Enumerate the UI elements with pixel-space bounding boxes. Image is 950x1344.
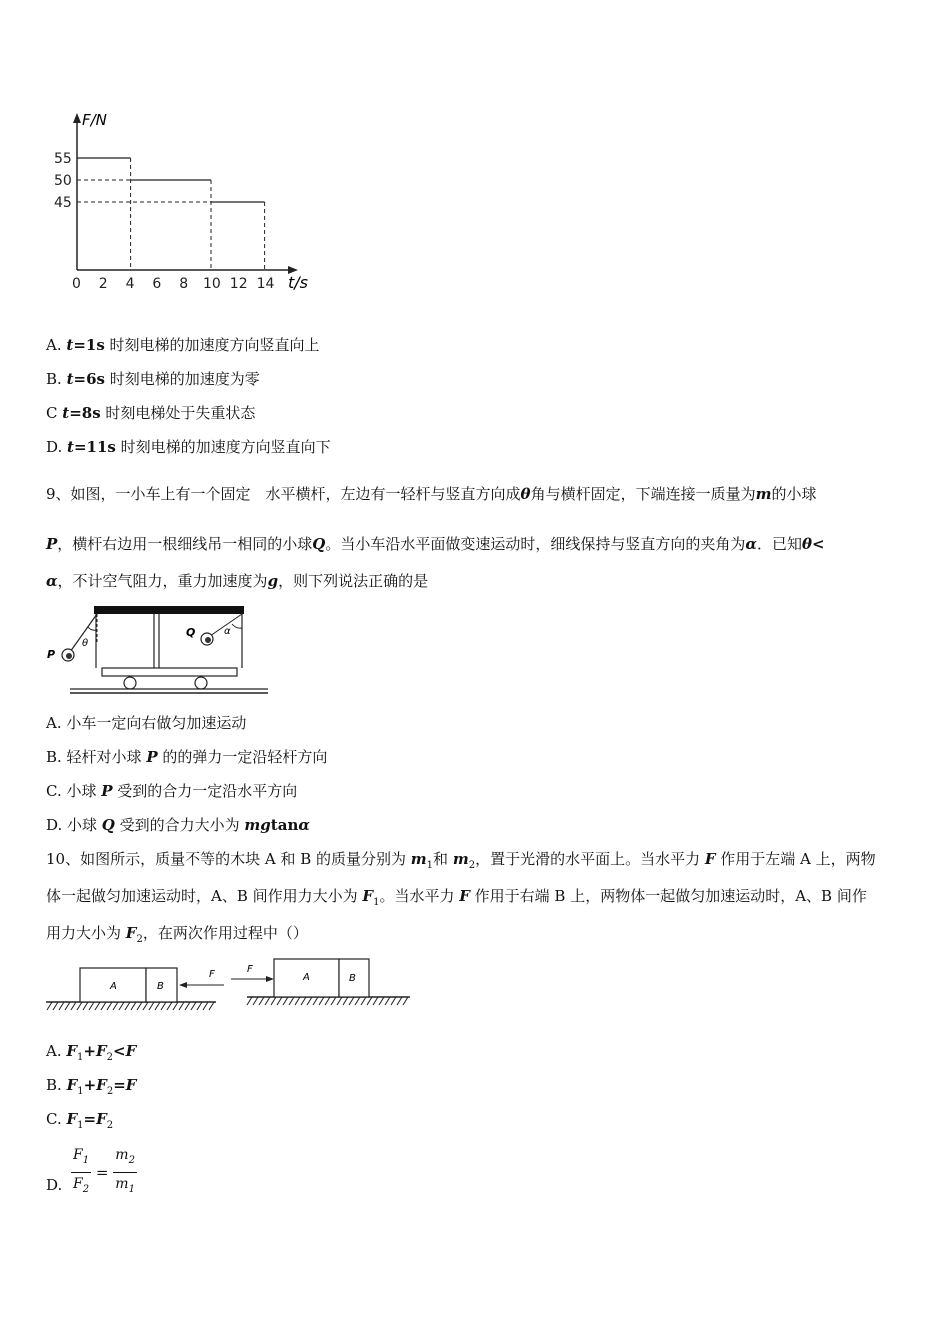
ground-hatch [137, 1002, 142, 1010]
var-F: F [95, 1042, 107, 1060]
label-A-left: A [110, 981, 117, 992]
numerator [113, 1144, 137, 1173]
plus: + [83, 1042, 96, 1060]
text: 和 [433, 850, 453, 868]
ground-hatch [185, 1002, 190, 1010]
q10-option-b[interactable] [46, 1075, 136, 1102]
label-F-left: F [209, 969, 215, 980]
ground-hatch [343, 997, 348, 1005]
ground-hatch [101, 1002, 106, 1010]
ground-hatch [247, 997, 252, 1005]
var-F: F [704, 850, 716, 868]
force-arrowhead-left [179, 982, 187, 988]
q10-stem-line1 [46, 849, 876, 876]
text: 作用于右端 B 上，两物体一起做匀加速运动时，A、B 间作 [469, 887, 867, 905]
ground-hatch [173, 1002, 178, 1010]
var-t: t [66, 370, 74, 388]
y-axis-arrow [73, 113, 81, 123]
equals: = [95, 1163, 109, 1182]
ground-hatch [331, 997, 336, 1005]
var-g: g [267, 572, 279, 590]
q9-stem-line3 [46, 571, 428, 591]
plus: + [83, 1076, 97, 1094]
option-label: A. [46, 336, 67, 354]
subscript: 1 [128, 1183, 135, 1195]
text: 角与横杆固定，下端连接一质量为 [530, 485, 756, 503]
ground-hatch [319, 997, 324, 1005]
var-m: m [755, 485, 772, 503]
ground-hatch [289, 997, 294, 1005]
q9-option-b[interactable] [46, 747, 327, 767]
ground-hatch [113, 1002, 118, 1010]
q8-option-a[interactable] [46, 335, 320, 355]
text: 体一起做匀加速运动时，A、B 间作用力大小为 [46, 887, 363, 905]
x-tick-label: 14 [256, 276, 275, 292]
x-tick-label: 6 [152, 276, 162, 292]
ground-hatch [271, 997, 276, 1005]
var-F: F [125, 924, 137, 942]
subscript: 1 [426, 860, 434, 871]
subscript: 1 [373, 897, 380, 908]
q10-option-a[interactable] [46, 1041, 136, 1068]
var-F: F [73, 1147, 83, 1163]
q9-stem-line2 [46, 534, 825, 554]
ground-hatch [277, 997, 282, 1005]
q9-option-c[interactable] [46, 781, 297, 801]
value: =8s [69, 404, 101, 422]
ground-hatch [95, 1002, 100, 1010]
expr-mg: mg [244, 816, 271, 834]
text: 。当小车沿水平面做变速运动时，细线保持与竖直方向的夹角为 [325, 535, 746, 553]
y-tick-label: 45 [54, 195, 72, 211]
ground-hatch [403, 997, 408, 1005]
option-label: D. [46, 1176, 63, 1195]
option-text: 时刻电梯的加速度方向竖直向上 [104, 336, 320, 354]
q9-option-a[interactable] [46, 713, 246, 733]
var-theta: θ [520, 485, 531, 503]
ground-hatch [265, 997, 270, 1005]
ground-hatch [167, 1002, 172, 1010]
ground-hatch [349, 997, 354, 1005]
option-label: B. [46, 370, 67, 388]
text: 。当水平力 [379, 887, 460, 905]
relation: < [113, 1042, 126, 1060]
option-text: 时刻电梯的加速度为零 [104, 370, 260, 388]
label-P: P [47, 648, 56, 661]
numerator [71, 1144, 91, 1173]
option-text: A. 小车一定向右做匀加速运动 [46, 714, 247, 732]
ground-hatch [59, 1002, 64, 1010]
var-Q: Q [312, 535, 326, 553]
var-alpha: α [745, 535, 757, 553]
label-B-left: B [157, 981, 164, 992]
ground-hatch [301, 997, 306, 1005]
var-P: P [146, 748, 158, 766]
cart-body [102, 668, 237, 676]
text: ，横杆右边用一根细线吊一相同的小球 [57, 535, 313, 553]
ground-hatch [155, 1002, 160, 1010]
ground-hatch [209, 1002, 214, 1010]
var-t: t [62, 404, 70, 422]
subscript: 2 [106, 1052, 114, 1063]
ball-Q-shade [205, 637, 211, 643]
q9-stem-line1 [46, 484, 816, 504]
alpha-arc [232, 624, 242, 628]
option-text: C. 小球 [46, 782, 102, 800]
q10-option-d[interactable] [46, 1144, 137, 1201]
var-F: F [66, 1076, 78, 1094]
q8-option-b[interactable] [46, 369, 260, 389]
text: 作用于左端 A 上，两物 [715, 850, 876, 868]
ground-hatch [125, 1002, 130, 1010]
ground-hatch [307, 997, 312, 1005]
ground-hatch [161, 1002, 166, 1010]
ground-hatch [191, 1002, 196, 1010]
ground-hatch [149, 1002, 154, 1010]
x-axis-label: t/s [288, 273, 308, 292]
var-alpha: α [298, 816, 310, 834]
ground-hatch [313, 997, 318, 1005]
subscript: 2 [468, 860, 476, 871]
ground-hatch [197, 1002, 202, 1010]
var-m: m [115, 1147, 129, 1163]
q9-option-d[interactable] [46, 815, 310, 835]
x-tick-label: 12 [229, 276, 248, 292]
label-A-right: A [303, 972, 310, 983]
wheel-right [195, 677, 207, 689]
ground-hatch [77, 1002, 82, 1010]
ground-hatch [53, 1002, 58, 1010]
ground-hatch [361, 997, 366, 1005]
option-text: 的的弹力一定沿轻杆方向 [157, 748, 328, 766]
option-text: 受到的合力大小为 [114, 816, 245, 834]
label-Q: Q [186, 626, 196, 639]
subscript: 1 [82, 1154, 90, 1166]
ground-hatch [355, 997, 360, 1005]
y-axis-label: F/N [82, 111, 107, 129]
ground-hatch [283, 997, 288, 1005]
x-tick-label: 2 [98, 276, 108, 292]
var-F: F [66, 1110, 78, 1128]
ground-hatch [179, 1002, 184, 1010]
option-label: D. [46, 438, 68, 456]
var-F: F [362, 887, 374, 905]
denominator [113, 1173, 137, 1201]
var-P: P [46, 535, 58, 553]
cart-diagram [44, 600, 274, 698]
inequality: θ< [801, 535, 825, 553]
label-F-right: F [247, 964, 253, 975]
var-F: F [125, 1042, 137, 1060]
var-m: m [115, 1175, 129, 1192]
var-m: m [452, 850, 469, 868]
value: =6s [73, 370, 105, 388]
ground-hatch [379, 997, 384, 1005]
x-tick-label: 10 [203, 276, 221, 292]
fraction-F1-F2 [71, 1144, 91, 1201]
text: ，置于光滑的水平面上。当水平力 [475, 850, 705, 868]
ground-hatch [259, 997, 264, 1005]
ground-hatch [295, 997, 300, 1005]
ball-P-shade [66, 653, 72, 659]
expr-tan: tan [270, 816, 299, 834]
option-text: 受到的合力一定沿水平方向 [112, 782, 298, 800]
option-text: D. 小球 [46, 816, 102, 834]
q8-option-c[interactable] [46, 403, 255, 423]
subscript: 2 [136, 934, 143, 945]
label-alpha: α [224, 626, 231, 637]
var-m: m [410, 850, 427, 868]
x-tick-label: 0 [72, 276, 81, 292]
ground-hatch [89, 1002, 94, 1010]
var-F: F [96, 1110, 107, 1128]
q10-option-c[interactable] [46, 1109, 113, 1136]
ground-hatch [373, 997, 378, 1005]
var-F: F [125, 1076, 137, 1094]
q8-option-d[interactable] [46, 437, 331, 457]
var-t: t [67, 438, 74, 456]
var-F: F [96, 1076, 107, 1094]
label-theta: θ [82, 638, 89, 649]
ground-hatch [47, 1002, 52, 1010]
ground-hatch [83, 1002, 88, 1010]
denominator [71, 1173, 91, 1201]
subscript: 1 [77, 1120, 84, 1131]
option-text: 时刻电梯的加速度方向竖直向下 [115, 438, 331, 456]
ground-hatch [253, 997, 258, 1005]
ground-hatch [385, 997, 390, 1005]
y-tick-label: 50 [54, 173, 72, 189]
value: =1s [73, 336, 105, 354]
ground-hatch [107, 1002, 112, 1010]
text: ．已知 [756, 535, 802, 553]
relation: = [113, 1076, 126, 1094]
option-text: B. 轻杆对小球 [46, 748, 147, 766]
value: =11s [73, 438, 116, 456]
label-B-right: B [349, 973, 356, 984]
text: 10、如图所示，质量不等的木块 A 和 B 的质量分别为 [46, 850, 411, 868]
y-tick-label: 55 [54, 151, 72, 167]
var-F: F [459, 887, 470, 905]
text: 用力大小为 [46, 924, 126, 942]
subscript: 2 [106, 1086, 114, 1097]
ground-hatch [119, 1002, 124, 1010]
ground-hatch [71, 1002, 76, 1010]
subscript: 1 [77, 1086, 84, 1097]
subscript: 2 [128, 1154, 135, 1166]
text: 的小球 [771, 485, 817, 503]
ground-hatch [65, 1002, 70, 1010]
var-F: F [73, 1175, 83, 1192]
subscript: 1 [77, 1052, 84, 1063]
ground-hatch [131, 1002, 136, 1010]
option-text: 时刻电梯处于失重状态 [100, 404, 256, 422]
fraction-m2-m1 [113, 1144, 137, 1201]
force-time-graph [40, 105, 330, 295]
relation: = [83, 1110, 97, 1128]
ground-hatch [203, 1002, 208, 1010]
force-arrowhead-right [266, 976, 274, 982]
var-Q: Q [101, 816, 115, 834]
option-label: A. [46, 1042, 67, 1060]
var-alpha: α [46, 572, 58, 590]
ground-hatch [325, 997, 330, 1005]
subscript: 2 [82, 1183, 90, 1195]
text: ，则下列说法正确的是 [278, 572, 429, 590]
q10-stem-line2 [46, 886, 867, 913]
text: 9、如图，一小车上有一个固定 水平横杆，左边有一轻杆与竖直方向成 [46, 485, 521, 503]
option-label: C [46, 404, 63, 422]
x-tick-label: 8 [179, 276, 189, 292]
ground-hatch [337, 997, 342, 1005]
x-tick-label: 4 [125, 276, 135, 292]
ground-hatch [391, 997, 396, 1005]
horizontal-bar [94, 606, 244, 614]
ground-hatch [397, 997, 402, 1005]
text: ，在两次作用过程中（） [142, 924, 308, 942]
var-P: P [101, 782, 113, 800]
option-label: C. [46, 1110, 67, 1128]
text: ，不计空气阻力，重力加速度为 [57, 572, 268, 590]
option-label: B. [46, 1076, 67, 1094]
wheel-left [124, 677, 136, 689]
var-F: F [66, 1042, 78, 1060]
ground-hatch [367, 997, 372, 1005]
subscript: 2 [106, 1120, 114, 1131]
ground-hatch [143, 1002, 148, 1010]
q10-stem-line3 [46, 923, 308, 950]
blocks-diagram [44, 955, 414, 1015]
var-t: t [66, 336, 74, 354]
